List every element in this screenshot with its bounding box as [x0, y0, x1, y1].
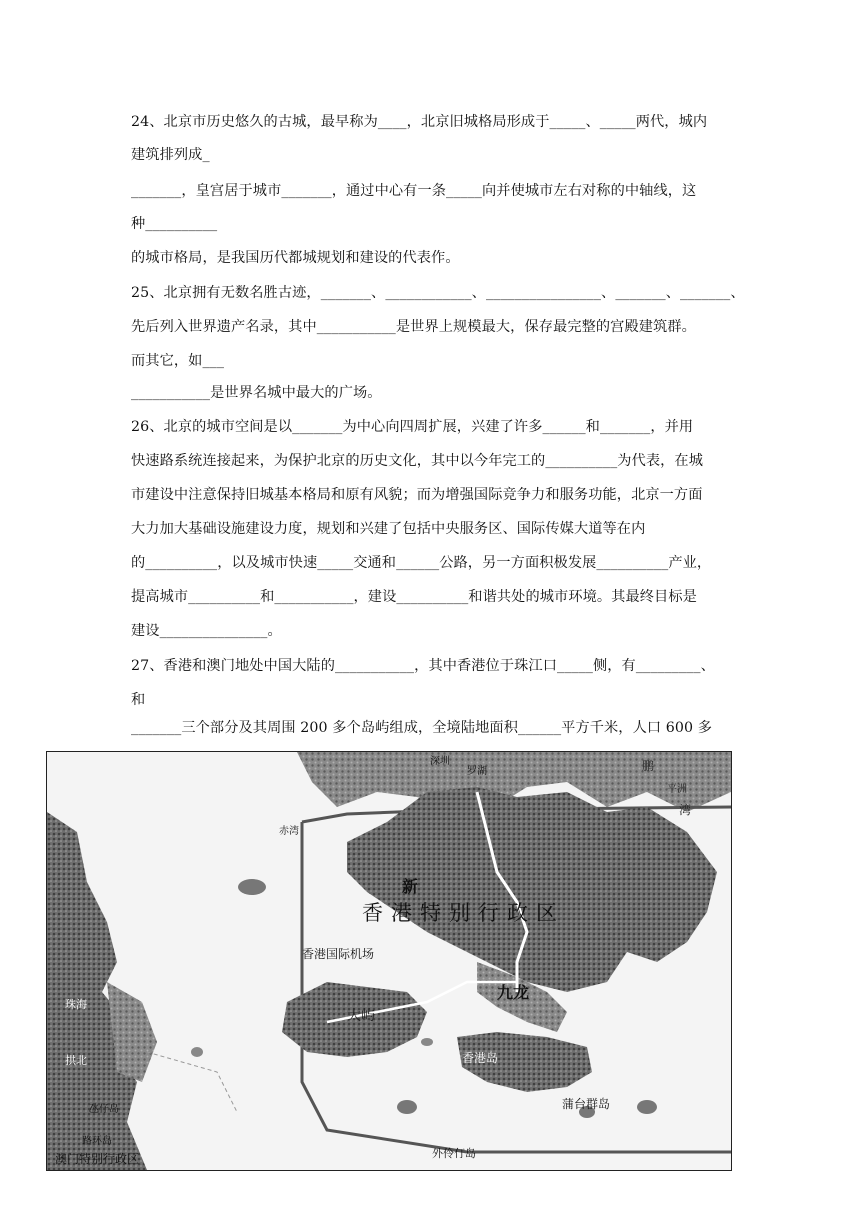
label-chiwan: 赤湾	[279, 826, 299, 837]
label-dapeng: 鹏	[642, 759, 655, 773]
text-line: ___________是世界名城中最大的广场。	[131, 385, 382, 401]
text-line: 建设_______________。	[131, 623, 282, 639]
text-line: 大力加大基础设施建设力度，规划和兴建了包括中央服务区、国际传媒大道等在内	[131, 521, 646, 537]
text-line: 快速路系统连接起来，为保护北京的历史文化，其中以今年完工的__________为代表，在城	[131, 453, 704, 469]
label-dayu: 大屿	[347, 1008, 375, 1024]
label-luohu: 罗湖	[467, 766, 487, 777]
text-line: 的城市格局，是我国历代都城规划和建设的代表作。	[131, 250, 460, 266]
text-line: 而其它，如___	[131, 353, 225, 369]
label-xin: 新	[402, 877, 419, 896]
map-graphic	[47, 752, 731, 1170]
label-macau: 澳门特别行政区	[55, 1152, 140, 1166]
text-line: _______三个部分及其周围 200 多个岛屿组成，全境陆地面积______平方千米，人口 600 多	[131, 720, 713, 736]
text-line: 27、香港和澳门地处中国大陆的___________，其中香港位于珠江口_____侧，有_________、	[131, 658, 715, 674]
label-airport: 香港国际机场	[302, 947, 375, 961]
text-line: 建筑排列成_	[131, 147, 210, 163]
label-bay: 湾	[679, 803, 692, 817]
text-line: 先后列入世界遗产名录，其中___________是世界上规模最大，保存最完整的宫殿建筑群。	[131, 319, 696, 335]
text-line: 市建设中注意保持旧城基本格局和原有风貌；而为增强国际竞争力和服务功能，北京一方面	[131, 487, 703, 503]
label-pingzhou: 平洲	[667, 784, 687, 795]
text-line: 和	[131, 692, 146, 708]
hong-kong-macau-map	[46, 751, 732, 1171]
text-line: 25、北京拥有无数名胜古迹，_______、____________、________________、_______、_______、	[131, 285, 745, 301]
label-taipa: 氹仔岛	[89, 1104, 119, 1115]
label-potoi: 蒲台群岛	[562, 1097, 611, 1111]
text-line: 的__________，以及城市快速_____交通和______公路，另一方面积极发展__________产业，	[131, 555, 712, 571]
label-region: 香港特别行政区	[362, 901, 565, 925]
label-coloane: 路环岛	[82, 1136, 112, 1147]
label-zhuhai: 珠海	[65, 998, 87, 1011]
text-line: 24、北京市历史悠久的古城，最早称为____，北京旧城格局形成于_____、_____两代，城内	[131, 114, 708, 130]
label-gongbei: 拱北	[65, 1054, 87, 1067]
label-hk-island: 香港岛	[462, 1051, 499, 1065]
label-jiulong: 九龙	[497, 983, 530, 1002]
label-wailingding: 外伶仃岛	[432, 1147, 476, 1160]
text-line: _______，皇宫居于城市_______，通过中心有一条_____向并使城市左右对称的中轴线，这	[131, 183, 697, 199]
text-line: 种__________	[131, 216, 218, 232]
text-line: 26、北京的城市空间是以_______为中心向四周扩展，兴建了许多______和_______，并用	[131, 419, 694, 435]
label-shenzhen: 深圳	[430, 756, 450, 767]
text-line: 提高城市__________和___________，建设__________和谐共处的城市环境。其最终目标是	[131, 589, 697, 605]
